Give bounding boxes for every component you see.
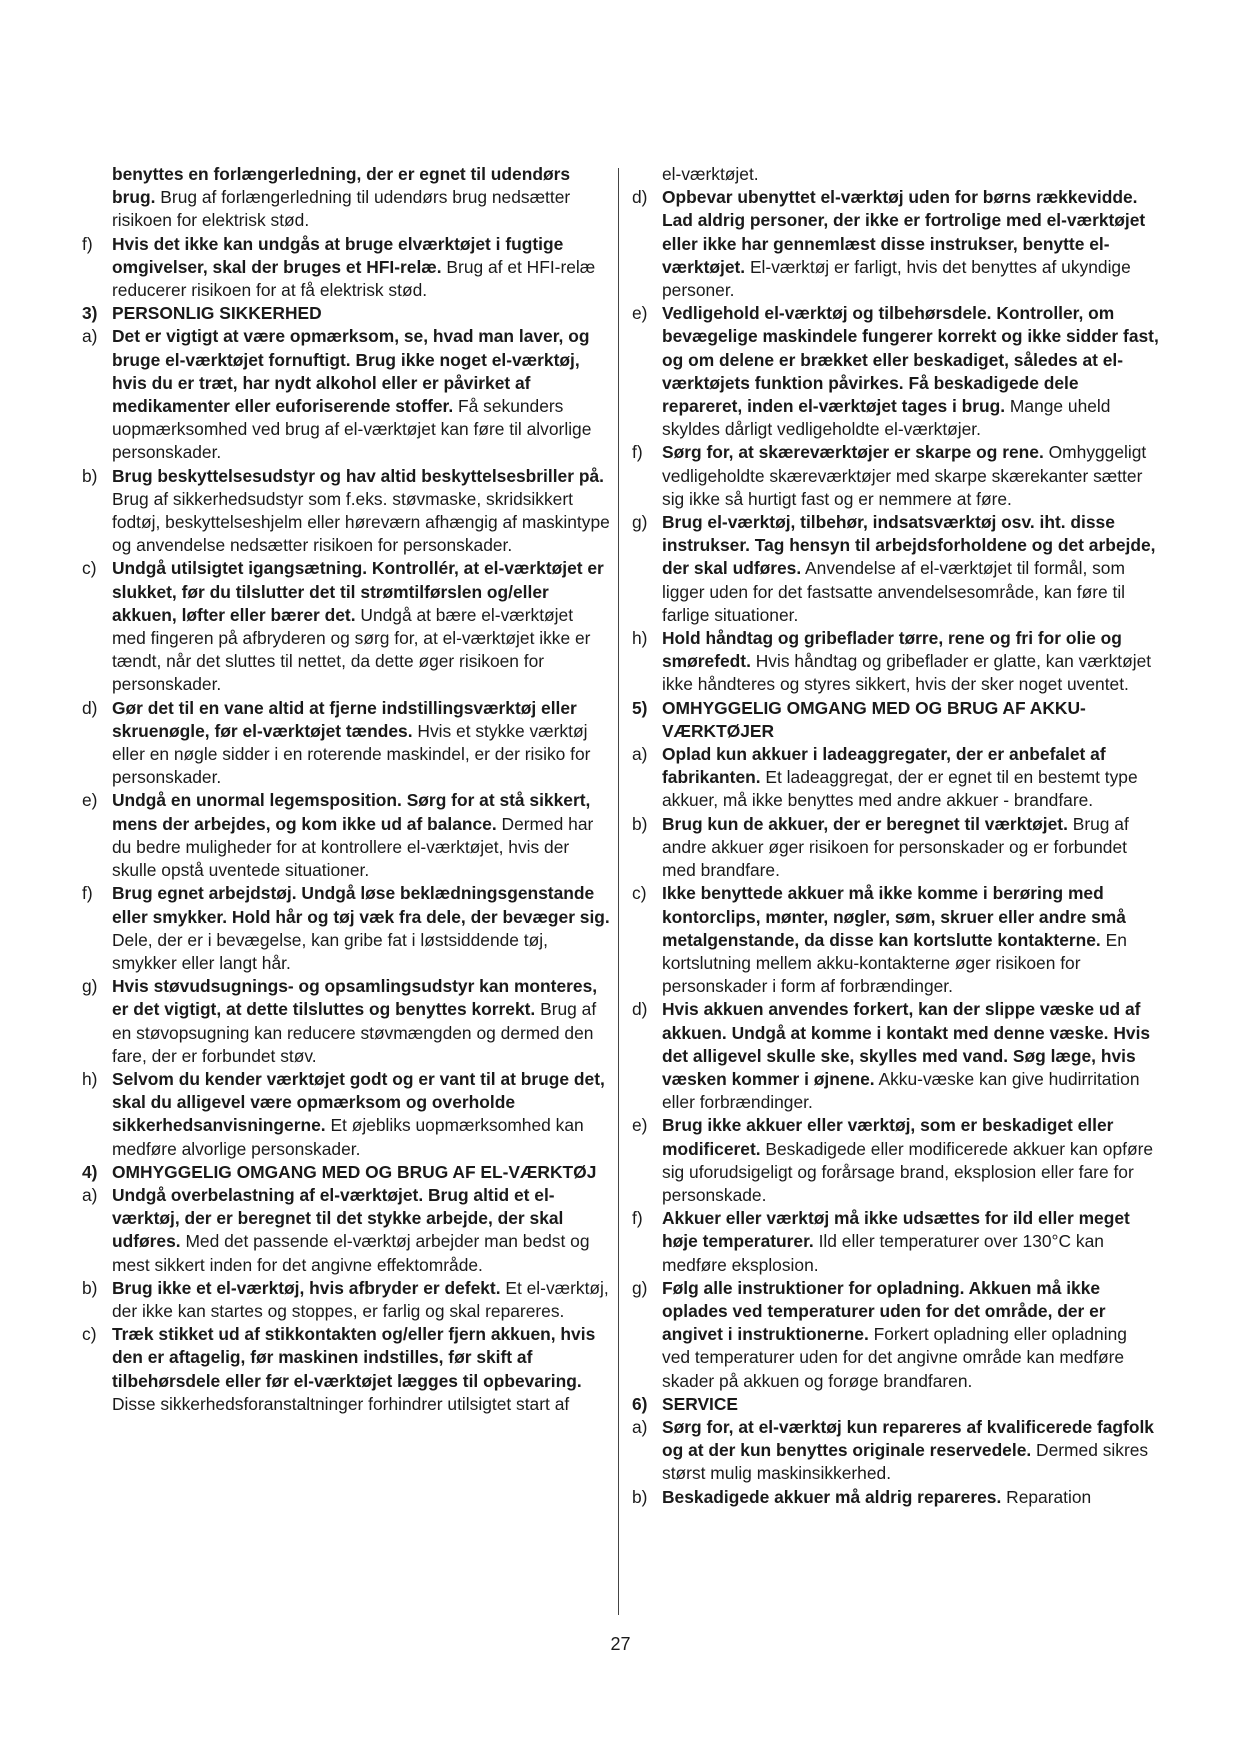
left-column (82, 163, 610, 1416)
section-heading-6: 6) SERVICE (632, 1393, 739, 1414)
item-label: b) (632, 1486, 648, 1507)
item-label: e) (82, 790, 98, 811)
item-label: f) (632, 442, 643, 463)
list-item: f) Brug egnet arbejdstøj. Undgå løse beklædningsgenstande eller smykker. Hold hår og tøj væk fra dele, der bevæger sig. Dele, der er i bevægelse, kan gribe fat i løstsiddende tøj, smykker eller langt hår. (82, 883, 610, 973)
list-item: f) Akkuer eller værktøj må ikke udsættes for ild eller meget høje temperaturer. Ild eller temperaturer over 130°C kan medføre eksplosion. (632, 1208, 1130, 1275)
list-item: d) Gør det til en vane altid at fjerne indstillingsværktøj eller skruenøgle, før el-værktøjet tændes. Hvis et stykke værktøj eller en nøgle sidder i en roterende maskindel, er der risiko for personskader. (82, 697, 591, 788)
item-label: b) (632, 813, 648, 834)
list-item: h) Hold håndtag og gribeflader tørre, rene og fri for olie og smørefedt. Hvis håndtag og gribeflader er glatte, kan værktøjet ikke håndteres og styres sikkert, hvis der sker noget uventet. (632, 628, 1152, 695)
list-item: e) Brug ikke akkuer eller værktøj, som er beskadiget eller modificeret. Beskadigede eller modificerede akkuer kan opføre sig uforudsigeligt og forårsage brand, eksplosion eller fare for personskade. (632, 1115, 1154, 1205)
item-label: f) (632, 1208, 643, 1229)
list-item: h) Selvom du kender værktøjet godt og er vant til at bruge det, skal du alligevel være opmærksom og overholde sikkerhedsanvisningerne. Et øjebliks uopmærksomhed kan medføre alvorlige personskader. (82, 1068, 605, 1159)
list-item: c) Ikke benyttede akkuer må ikke komme i berøring med kontorclips, mønter, nøgler, søm, skruer eller andre små metalgenstande, da disse kan kortslutte kontakterne. En kortslutning mellem akku-kontakterne øger risikoen for personskader i form af forbrændinger. (632, 883, 1127, 997)
item-label: f) (82, 233, 93, 254)
list-item: a) Oplad kun akkuer i ladeaggregater, der er anbefalet af fabrikanten. Et ladeaggregat, der er egnet til en bestemt type akkuer, må ikke benyttes med andre akkuer - brandfare. (632, 744, 1138, 811)
list-item: g) Brug el-værktøj, tilbehør, indsatsværktøj osv. iht. disse instrukser. Tag hensyn til arbejdsforholdene og det arbejde, der skal udføres. Anvendelse af el-værktøjet til formål, som ligger uden for det fastsatte anvendelsesområde, kan føre til farlige situationer. (632, 512, 1156, 625)
list-item: g) Følg alle instruktioner for opladning. Akkuen må ikke oplades ved temperaturer uden for det område, der er angivet i instruktionerne. Forkert opladning eller opladning ved temperaturer uden for det angivne område kan medføre skader på akkuen og forøge brandfaren. (632, 1277, 1127, 1391)
item-label: d) (632, 999, 648, 1020)
list-item: a) Undgå overbelastning af el-værktøjet. Brug altid et el-værktøj, der er beregnet til det stykke arbejde, der skal udføres. Med det passende el-værktøj arbejder man bedst og mest sikkert inden for det angivne effektområde. (82, 1184, 590, 1275)
list-item: e) Undgå en unormal legemsposition. Sørg for at stå sikkert, mens der arbejdes, og kom ikke ud af balance. Dermed har du bedre muligheder for at kontrollere el-værktøjet, hvis der skulle opstå uventede situationer. (82, 790, 594, 881)
item-label: c) (82, 1324, 97, 1345)
item-label: g) (632, 1277, 648, 1298)
section-heading-4: 4) OMHYGGELIG OMGANG MED OG BRUG AF EL-VÆRKTØJ (82, 1161, 597, 1182)
list-item: b) Brug kun de akkuer, der er beregnet til værktøjet. Brug af andre akkuer øger risikoen for personskader og er forbundet med brandfare. (632, 813, 1129, 881)
item-label: f) (82, 883, 93, 904)
list-item: d) Hvis akkuen anvendes forkert, kan der slippe væske ud af akkuen. Undgå at komme i kontakt med denne væske. Hvis det alligevel skulle ske, skylles med vand. Søg læge, hvis væsken kommer i øjnene. Akku-væske kan give hudirritation eller forbrændinger. (632, 999, 1151, 1113)
item-label: a) (82, 326, 98, 347)
item-label: b) (82, 465, 98, 486)
item-label: a) (82, 1184, 98, 1205)
section-heading-5: 5) OMHYGGELIG OMGANG MED OG BRUG AF AKKU-VÆRKTØJER (632, 697, 1086, 741)
item-label: h) (632, 628, 648, 649)
item-label: b) (82, 1277, 98, 1298)
continued-paragraph: benyttes en forlængerledning, der er egnet til udendørs brug. Brug af forlængerledning til udendørs brug nedsætter risikoen for elektrisk stød. (112, 164, 571, 231)
item-label: e) (632, 303, 648, 324)
list-item: b) Brug ikke et el-værktøj, hvis afbryder er defekt. Et el-værktøj, der ikke kan startes og stoppes, er farlig og skal repareres. (82, 1277, 609, 1321)
item-label: h) (82, 1068, 98, 1089)
column-divider (618, 168, 619, 1615)
list-item: b) Beskadigede akkuer må aldrig repareres. Reparation (632, 1486, 1159, 1509)
list-item: a) Det er vigtigt at være opmærksom, se, hvad man laver, og bruge el-værktøjet fornuftigt. Brug ikke noget el-værktøj, hvis du er træt, har nydt alkohol eller er påvirket af medikamenter eller euforiserende stoffer. Få sekunders uopmærksomhed ved brug af el-værktøjet kan føre til alvorlige personskader. (82, 326, 592, 463)
section-heading-3: 3) PERSONLIG SIKKERHED (82, 303, 322, 324)
item-label: g) (632, 512, 648, 533)
list-item: f) Hvis det ikke kan undgås at bruge elværktøjet i fugtige omgivelser, skal der bruges et HFI-relæ. Brug af et HFI-relæ reducerer risikoen for at få elektrisk stød. (82, 233, 596, 301)
list-item: c) Undgå utilsigtet igangsætning. Kontrollér, at el-værktøjet er slukket, før du tilslutter det til strømtilførslen og/eller akkuen, løfter eller bærer det. Undgå at bære el-værktøjet med fingeren på afbryderen og sørg for, at el-værktøjet ikke er tændt, når det sluttes til nettet, da dette øger risikoen for personskader. (82, 558, 604, 695)
list-item: f) Sørg for, at skæreværktøjer er skarpe og rene. Omhyggeligt vedligeholdte skæreværktøjer med skarpe skærekanter sætter sig ikke så hurtigt fast og er nemmere at føre. (632, 442, 1147, 509)
item-label: c) (632, 883, 647, 904)
list-item: b) Brug beskyttelsesudstyr og hav altid beskyttelsesbriller på. Brug af sikkerhedsudstyr som f.eks. støvmaske, skridsikkert fodtøj, beskyttelseshjelm eller høreværn afhængig af maskintype og anvendelse nedsætter risikoen for personskader. (82, 465, 610, 556)
list-item: e) Vedligehold el-værktøj og tilbehørsdele. Kontroller, om bevægelige maskindele fungerer korrekt og ikke sidder fast, og om delene er brækket eller beskadiget, således at el-værktøjets funktion påvirkes. Få beskadigede dele repareret, inden el-værktøjet tages i brug. Mange uheld skyldes dårligt vedligeholdte el-værktøjer. (632, 303, 1159, 440)
list-item: a) Sørg for, at el-værktøj kun repareres af kvalificerede fagfolk og at der kun benyttes originale reservedele. Dermed sikres størst mulig maskinsikkerhed. (632, 1416, 1154, 1484)
item-label: d) (82, 697, 98, 718)
item-label: g) (82, 976, 98, 997)
item-label: c) (82, 558, 97, 579)
list-item: c) Træk stikket ud af stikkontakten og/eller fjern akkuen, hvis den er aftagelig, før maskinen indstilles, før skift af tilbehørsdele eller før el-værktøjet lægges til opbevaring. Disse sikkerhedsforanstaltninger forhindrer utilsigtet start af (82, 1324, 596, 1414)
list-item: g) Hvis støvudsugnings- og opsamlingsudstyr kan monteres, er det vigtigt, at dette tilsluttes og benyttes korrekt. Brug af en støvopsugning kan reducere støvmængden og dermed den fare, der er forbundet støv. (82, 976, 598, 1066)
continued-paragraph: el-værktøjet. (662, 164, 759, 184)
right-column (632, 163, 1159, 1509)
item-label: d) (632, 187, 648, 208)
item-label: e) (632, 1115, 648, 1136)
page-number: 27 (610, 1634, 631, 1654)
item-label: a) (632, 1416, 648, 1437)
item-label: a) (632, 744, 648, 765)
list-item: d) Opbevar ubenyttet el-værktøj uden for børns rækkevidde. Lad aldrig personer, der ikke er fortrolige med el-værktøjet eller ikke har gennemlæst disse instrukser, benytte el-værktøjet. El-værktøj er farligt, hvis det benyttes af ukyndige personer. (632, 187, 1146, 301)
